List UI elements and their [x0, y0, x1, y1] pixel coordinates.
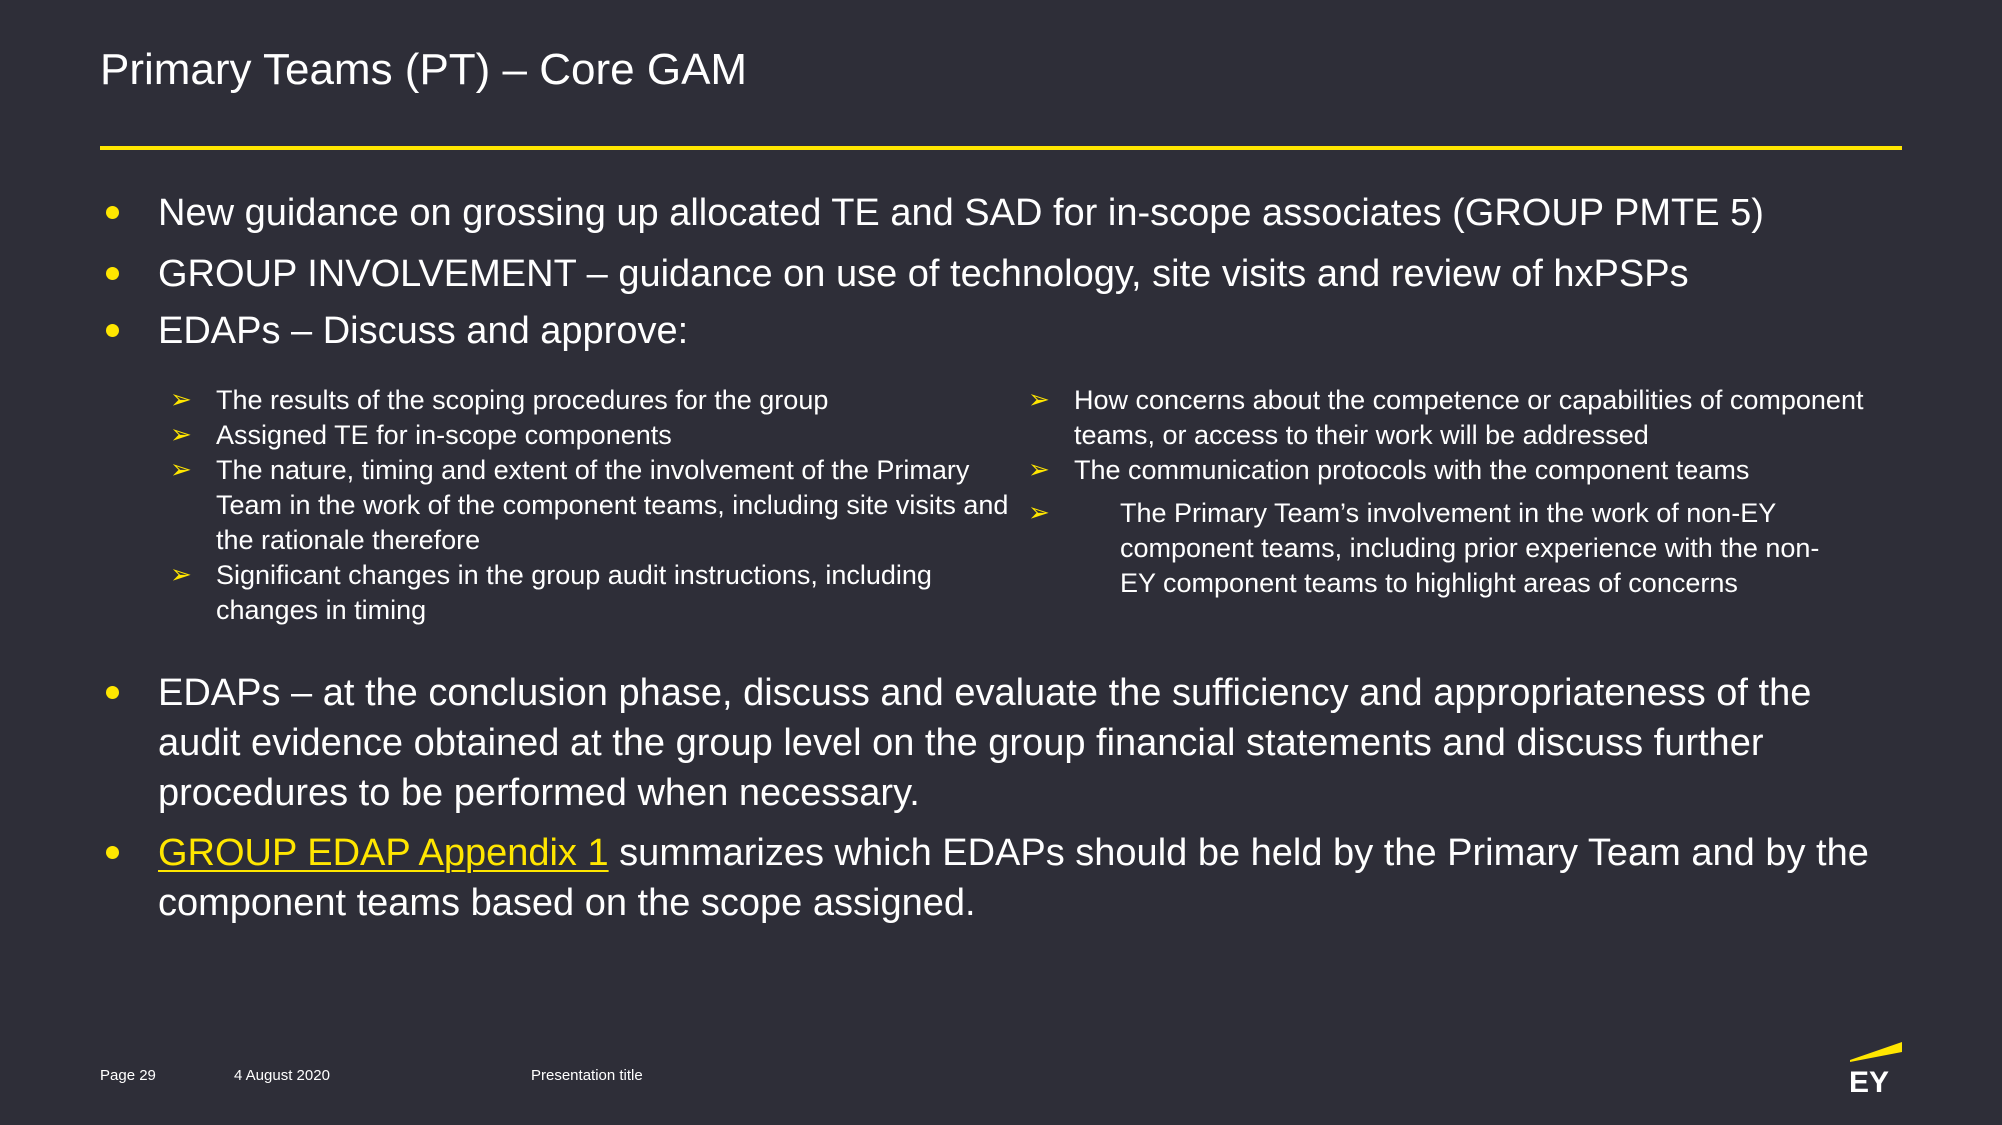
arrowhead-icon: ➢ — [170, 385, 192, 415]
sub-list-item — [1028, 383, 1898, 453]
sub-item-text: How concerns about the competence or capabilities of component teams, or access to their work will be addressed — [1074, 385, 1864, 450]
bullet-item — [100, 188, 1902, 238]
bullet-dot-icon — [106, 686, 119, 699]
bullet-text: New guidance on grossing up allocated TE and SAD for in-scope associates (GROUP PMTE 5) — [158, 192, 1764, 234]
sub-item-text: The communication protocols with the component teams — [1074, 455, 1750, 485]
arrowhead-icon: ➢ — [1028, 385, 1050, 415]
sub-list-item — [170, 453, 1012, 558]
appendix-text: summarizes which EDAPs should be held by the Primary Team and by the component teams based on the scope assigned. — [158, 832, 1869, 924]
appendix-link[interactable]: GROUP EDAP Appendix 1 — [158, 832, 609, 874]
sub-item-text: Significant changes in the group audit instructions, including changes in timing — [216, 560, 932, 625]
sub-list-right — [1028, 383, 1898, 601]
sub-list-item — [170, 418, 1012, 453]
bullet-item — [100, 306, 1902, 356]
slide-title: Primary Teams (PT) – Core GAM — [100, 45, 748, 94]
sub-item-text: The nature, timing and extent of the involvement of the Primary Team in the work of the component teams, including site visits and the rationale therefore — [216, 455, 1009, 555]
bullet-text — [158, 828, 1902, 928]
arrowhead-icon: ➢ — [170, 455, 192, 485]
bullet-dot-icon — [106, 846, 119, 859]
bullet-text: GROUP INVOLVEMENT – guidance on use of technology, site visits and review of hxPSPs — [158, 253, 1689, 295]
bullet-dot-icon — [106, 324, 119, 337]
arrowhead-icon: ➢ — [1028, 455, 1050, 485]
sub-list-item — [1028, 496, 1830, 601]
bullet-text: EDAPs – at the conclusion phase, discuss and evaluate the sufficiency and appropriateness of the audit evidence obtained at the group level on the group financial statements and discuss further procedures to be performed when necessary. — [158, 672, 1812, 814]
sub-item-text: The results of the scoping procedures for the group — [216, 385, 829, 415]
arrowhead-icon: ➢ — [170, 420, 192, 450]
sub-item-text: The Primary Team’s involvement in the work of non-EY component teams, including prior experience with the non-EY component teams to highlight areas of concerns — [1120, 498, 1820, 598]
bullet-item — [100, 668, 1902, 818]
bullet-dot-icon — [106, 206, 119, 219]
bullet-item — [100, 249, 1902, 299]
footer-presentation-title: Presentation title — [531, 1067, 643, 1084]
bullet-item — [100, 828, 1902, 928]
title-divider — [100, 146, 1902, 150]
ey-logo — [1848, 1040, 1904, 1096]
bullet-dot-icon — [106, 267, 119, 280]
sub-item-text: Assigned TE for in-scope components — [216, 420, 672, 450]
sub-list-item — [170, 558, 1012, 628]
arrowhead-icon: ➢ — [1028, 498, 1050, 528]
sub-list-item — [1028, 453, 1898, 488]
sub-list-left — [170, 383, 1012, 628]
sub-list-item — [170, 383, 1012, 418]
footer-page-number: Page 29 — [100, 1067, 156, 1084]
bullet-text: EDAPs – Discuss and approve: — [158, 310, 689, 352]
footer-date: 4 August 2020 — [234, 1067, 330, 1084]
arrowhead-icon: ➢ — [170, 560, 192, 590]
logo-text: EY — [1849, 1066, 1890, 1096]
